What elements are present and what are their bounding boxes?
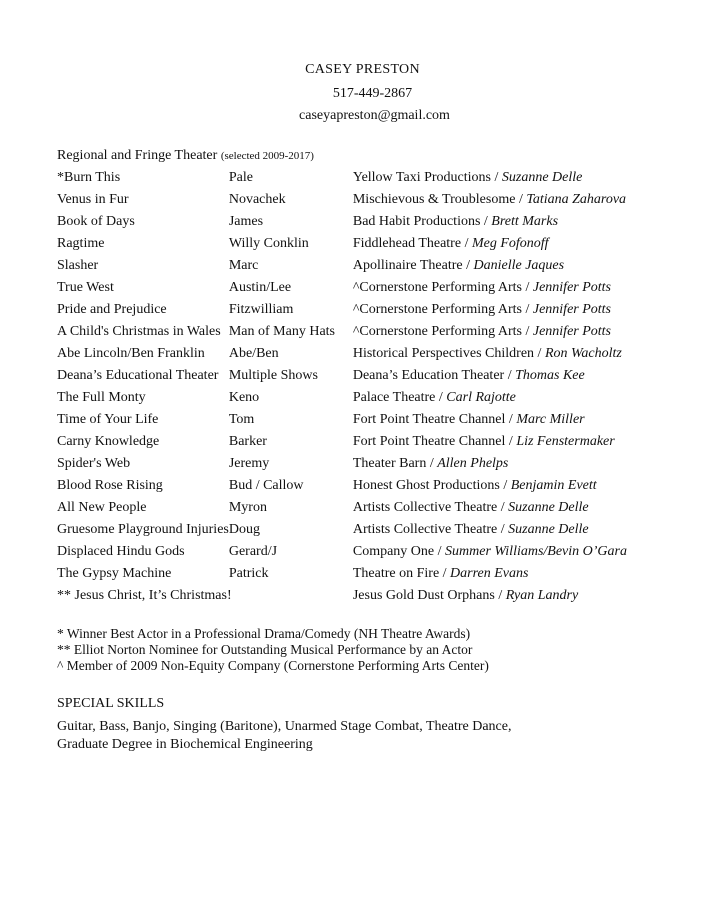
separator: /: [521, 280, 533, 295]
credit-company-cell: [353, 541, 627, 563]
credit-show: Venus in Fur: [57, 192, 129, 207]
credit-company-cell: [353, 453, 627, 475]
credit-company-cell: [353, 519, 627, 541]
credit-row: [57, 409, 627, 431]
separator: /: [505, 412, 517, 427]
separator: /: [461, 236, 472, 251]
credit-row: [57, 497, 627, 519]
credit-role: Jeremy: [228, 456, 270, 471]
credit-role: Bud / Callow: [228, 478, 304, 493]
credit-company: Theater Barn: [352, 456, 427, 471]
separator: /: [504, 368, 516, 383]
credit-show: Book of Days: [57, 214, 135, 229]
credit-director: Jennifer Potts: [532, 324, 612, 339]
credit-show: All New People: [57, 500, 147, 515]
credit-company-cell: [353, 321, 627, 343]
credit-row: [57, 277, 627, 299]
credit-role: Pale: [228, 170, 253, 185]
separator: /: [515, 192, 527, 207]
credit-show: Displaced Hindu Gods: [57, 544, 185, 559]
credit-company: Bad Habit Productions: [352, 214, 481, 229]
credit-show: Abe Lincoln/Ben Franklin: [57, 346, 205, 361]
credit-director: Jennifer Potts: [532, 280, 612, 295]
credit-director: Jennifer Potts: [532, 302, 612, 317]
credit-role: Doug: [228, 522, 260, 537]
separator: /: [480, 214, 492, 229]
credit-company-cell: [353, 189, 627, 211]
credit-row: [57, 563, 627, 585]
separator: /: [521, 302, 533, 317]
credit-row: [57, 475, 627, 497]
credit-company: Deana’s Education Theater: [352, 368, 505, 383]
credit-show: Pride and Prejudice: [57, 302, 167, 317]
credit-director: Brett Marks: [491, 214, 559, 229]
credit-role: Keno: [228, 390, 260, 405]
credit-role: Tom: [228, 412, 255, 427]
credit-director: Danielle Jaques: [473, 258, 565, 273]
credit-company: Company One: [352, 544, 435, 559]
separator: /: [497, 522, 509, 537]
separator: /: [521, 324, 533, 339]
credit-company-cell: [353, 387, 627, 409]
email-address: caseyapreston@gmail.com: [299, 108, 450, 123]
credit-show: Deana’s Educational Theater: [57, 368, 219, 383]
credit-role: Fitzwilliam: [228, 302, 294, 317]
credit-show: Ragtime: [57, 236, 105, 251]
credit-director: Liz Fenstermaker: [516, 434, 615, 449]
credit-role: Multiple Shows: [228, 368, 318, 383]
credit-row: [57, 167, 627, 189]
footnotes: [57, 626, 489, 674]
credit-company: ^Cornerstone Performing Arts: [352, 302, 522, 317]
credit-company-cell: [353, 299, 627, 321]
credit-show: Gruesome Playground Injuries: [57, 522, 229, 537]
credit-company: Historical Perspectives Children: [352, 346, 535, 361]
section-subtitle: (selected 2009-2017): [220, 150, 314, 162]
credit-role: Novachek: [228, 192, 286, 207]
credit-company-cell: [353, 365, 627, 387]
credit-company: Jesus Gold Dust Orphans: [352, 588, 495, 603]
credit-company-cell: [353, 233, 627, 255]
separator: /: [462, 258, 474, 273]
credit-role: Patrick: [228, 566, 269, 581]
credit-show: *Burn This: [57, 170, 121, 185]
credit-company: Yellow Taxi Productions: [352, 170, 491, 185]
credit-director: Suzanne Delle: [508, 500, 589, 515]
credit-director: Ryan Landry: [505, 588, 579, 603]
credit-director: Thomas Kee: [515, 368, 585, 383]
credit-row: [57, 189, 627, 211]
phone-number: 517-449-2867: [332, 86, 413, 101]
credit-company-cell: [353, 343, 627, 365]
credit-company-cell: [353, 497, 627, 519]
credit-role: Abe/Ben: [228, 346, 279, 361]
skills-line: Guitar, Bass, Banjo, Singing (Baritone), Unarmed Stage Combat, Theatre Dance,: [57, 719, 512, 734]
credit-company-cell: [353, 475, 627, 497]
credit-company-cell: [353, 211, 627, 233]
credit-role: Myron: [228, 500, 267, 515]
credit-row: [57, 585, 627, 607]
credit-row: [57, 321, 627, 343]
credit-role: Austin/Lee: [228, 280, 292, 295]
credit-row: [57, 343, 627, 365]
credit-company-cell: [353, 255, 627, 277]
credit-show: Slasher: [57, 258, 99, 273]
section-title: [57, 148, 314, 164]
credit-role: James: [228, 214, 264, 229]
credit-company: Artists Collective Theatre: [352, 522, 498, 537]
credit-row: [57, 387, 627, 409]
separator: /: [439, 566, 451, 581]
credit-row: [57, 255, 627, 277]
credit-show: Blood Rose Rising: [57, 478, 163, 493]
credit-company-cell: [353, 409, 627, 431]
credit-row: [57, 211, 627, 233]
credit-show: The Full Monty: [57, 390, 146, 405]
credit-show: Carny Knowledge: [57, 434, 160, 449]
separator: /: [491, 170, 502, 185]
credit-director: Marc Miller: [516, 412, 585, 427]
credit-company: ^Cornerstone Performing Arts: [352, 324, 522, 339]
credits-table: [57, 167, 627, 607]
credit-company-cell: [353, 431, 627, 453]
credit-show: A Child's Christmas in Wales: [57, 324, 221, 339]
credit-row: [57, 453, 627, 475]
separator: /: [505, 434, 517, 449]
credit-row: [57, 541, 627, 563]
separator: /: [435, 390, 447, 405]
credit-director: Suzanne Delle: [508, 522, 589, 537]
credit-company: Theatre on Fire: [352, 566, 440, 581]
credit-director: Benjamin Evett: [510, 478, 597, 493]
separator: /: [499, 478, 511, 493]
credit-company-cell: [353, 167, 627, 189]
credit-row: [57, 519, 627, 541]
footnote: ** Elliot Norton Nominee for Outstanding Musical Performance by an Actor: [57, 642, 473, 657]
resume-name: CASEY PRESTON: [305, 62, 420, 77]
credit-company: Mischievous & Troublesome: [352, 192, 516, 207]
credit-show: Spider's Web: [57, 456, 131, 471]
credit-show: True West: [57, 280, 114, 295]
separator: /: [534, 346, 545, 361]
credit-director: Darren Evans: [450, 566, 529, 581]
credit-director: Summer Williams/Bevin O’Gara: [445, 544, 627, 559]
footnote: ^ Member of 2009 Non-Equity Company (Cornerstone Performing Arts Center): [57, 658, 489, 673]
credit-company-cell: [353, 585, 627, 607]
credit-role: Gerard/J: [228, 544, 278, 559]
section-title-text: Regional and Fringe Theater: [57, 148, 218, 163]
credit-director: Suzanne Delle: [501, 170, 583, 185]
separator: /: [494, 588, 506, 603]
credit-company: Palace Theatre: [352, 390, 436, 405]
credit-company: ^Cornerstone Performing Arts: [352, 280, 522, 295]
separator: /: [434, 544, 446, 559]
credit-show: ** Jesus Christ, It’s Christmas!: [57, 588, 232, 603]
credit-row: [57, 365, 627, 387]
credit-company: Honest Ghost Productions: [352, 478, 500, 493]
credit-role: Barker: [228, 434, 267, 449]
credit-company-cell: [353, 563, 627, 585]
credit-company: Artists Collective Theatre: [352, 500, 498, 515]
credit-director: Carl Rajotte: [446, 390, 516, 405]
credit-show: The Gypsy Machine: [57, 566, 172, 581]
credit-director: Meg Fofonoff: [471, 236, 549, 251]
credit-role: Willy Conklin: [228, 236, 309, 251]
credit-role: Marc: [228, 258, 259, 273]
credit-row: [57, 233, 627, 255]
credit-row: [57, 431, 627, 453]
credit-company: Apollinaire Theatre: [352, 258, 463, 273]
credit-company: Fort Point Theatre Channel: [352, 412, 506, 427]
credit-row: [57, 299, 627, 321]
skills-title: SPECIAL SKILLS: [57, 696, 165, 711]
separator: /: [497, 500, 509, 515]
footnote: * Winner Best Actor in a Professional Drama/Comedy (NH Theatre Awards): [57, 626, 471, 641]
credit-show: Time of Your Life: [57, 412, 159, 427]
separator: /: [426, 456, 438, 471]
credit-company-cell: [353, 277, 627, 299]
credit-company: Fort Point Theatre Channel: [352, 434, 506, 449]
credit-role: Man of Many Hats: [228, 324, 336, 339]
credit-director: Ron Wacholtz: [544, 346, 622, 361]
credit-director: Allen Phelps: [437, 456, 509, 471]
skills-list: [57, 718, 511, 754]
credit-company: Fiddlehead Theatre: [352, 236, 462, 251]
credit-director: Tatiana Zaharova: [526, 192, 627, 207]
skills-line: Graduate Degree in Biochemical Engineering: [57, 737, 313, 752]
